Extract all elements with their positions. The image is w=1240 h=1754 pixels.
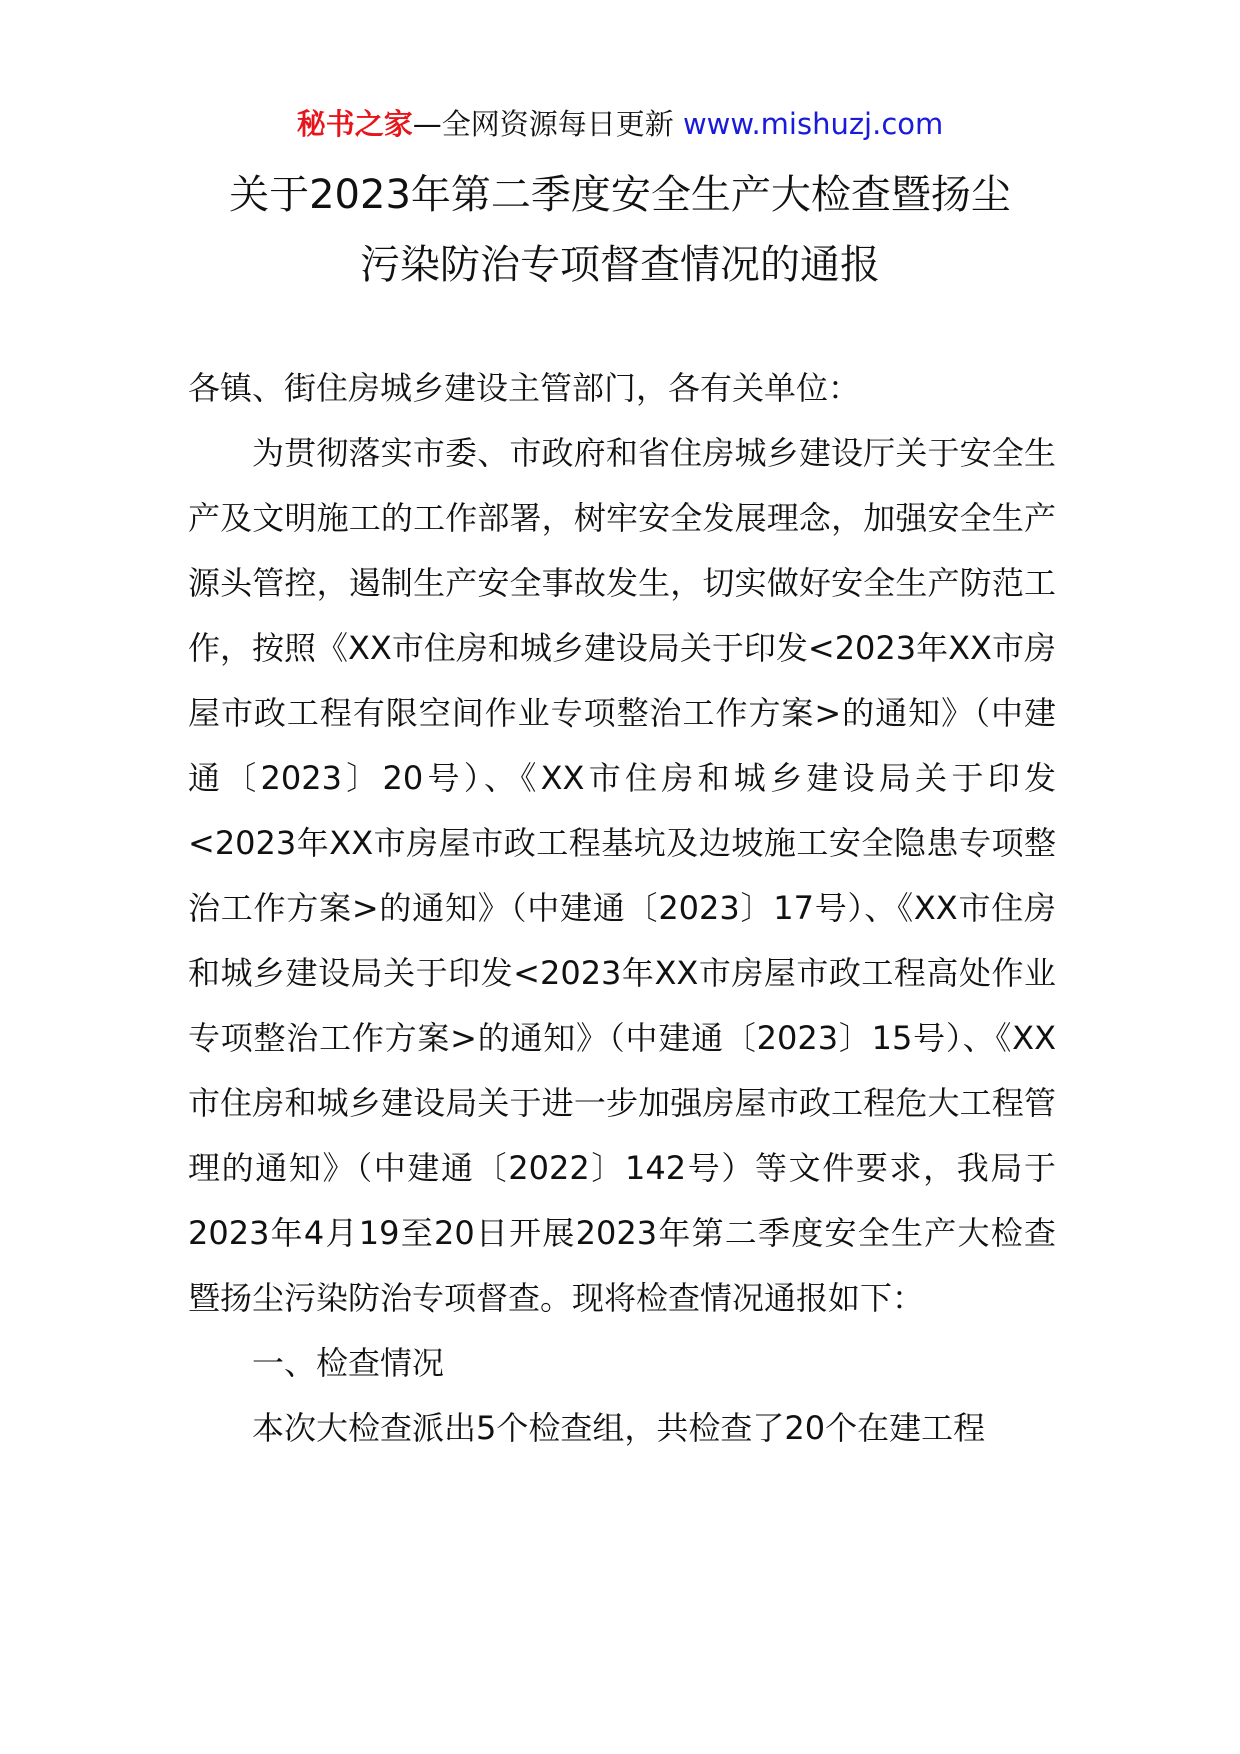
document-title-line-1: 关于2023年第二季度安全生产大检查暨扬尘 xyxy=(229,172,1011,218)
brand-name: 秘书之家 xyxy=(296,107,413,141)
site-header xyxy=(0,100,1240,148)
body-paragraph-2: 本次大检查派出5个检查组，共检查了20个在建工程 xyxy=(252,1409,986,1447)
document-title-line-2: 污染防治专项督查情况的通报 xyxy=(360,242,880,288)
body-paragraph-1: 为贯彻落实市委、市政府和省住房城乡建设厅关于安全生产及文明施工的工作部署，树牢安全发展理念，加强安全生产源头管控，遏制生产安全事故发生，切实做好安全生产防范工作，按照《XX市住房和城乡建设局关于印发<2023年XX市房屋市政工程有限空间作业专项整治工作方案>的通知》（中建通〔2023〕20号）、《XX市住房和城乡建设局关于印发<2023年XX市房屋市政工程基坑及边坡施工安全隐患专项整治工作方案>的通知》（中建通〔2023〕17号）、《XX市住房和城乡建设局关于印发<2023年XX市房屋市政工程高处作业专项整治工作方案>的通知》（中建通〔2023〕15号）、《XX市住房和城乡建设局关于进一步加强房屋市政工程危大工程管理的通知》（中建通〔2022〕142号）等文件要求，我局于2023年4月19至20日开展2023年第二季度安全生产大检查暨扬尘污染防治专项督查。现将检查情况通报如下： xyxy=(188,434,1056,1317)
document-body xyxy=(188,356,1056,1461)
site-url-link[interactable]: www.mishuzj.com xyxy=(682,107,944,141)
section-heading-1: 一、检查情况 xyxy=(252,1344,445,1382)
salutation: 各镇、街住房城乡建设主管部门，各有关单位： xyxy=(188,369,861,407)
document-title xyxy=(0,160,1240,300)
site-tagline: —全网资源每日更新 xyxy=(412,107,683,141)
